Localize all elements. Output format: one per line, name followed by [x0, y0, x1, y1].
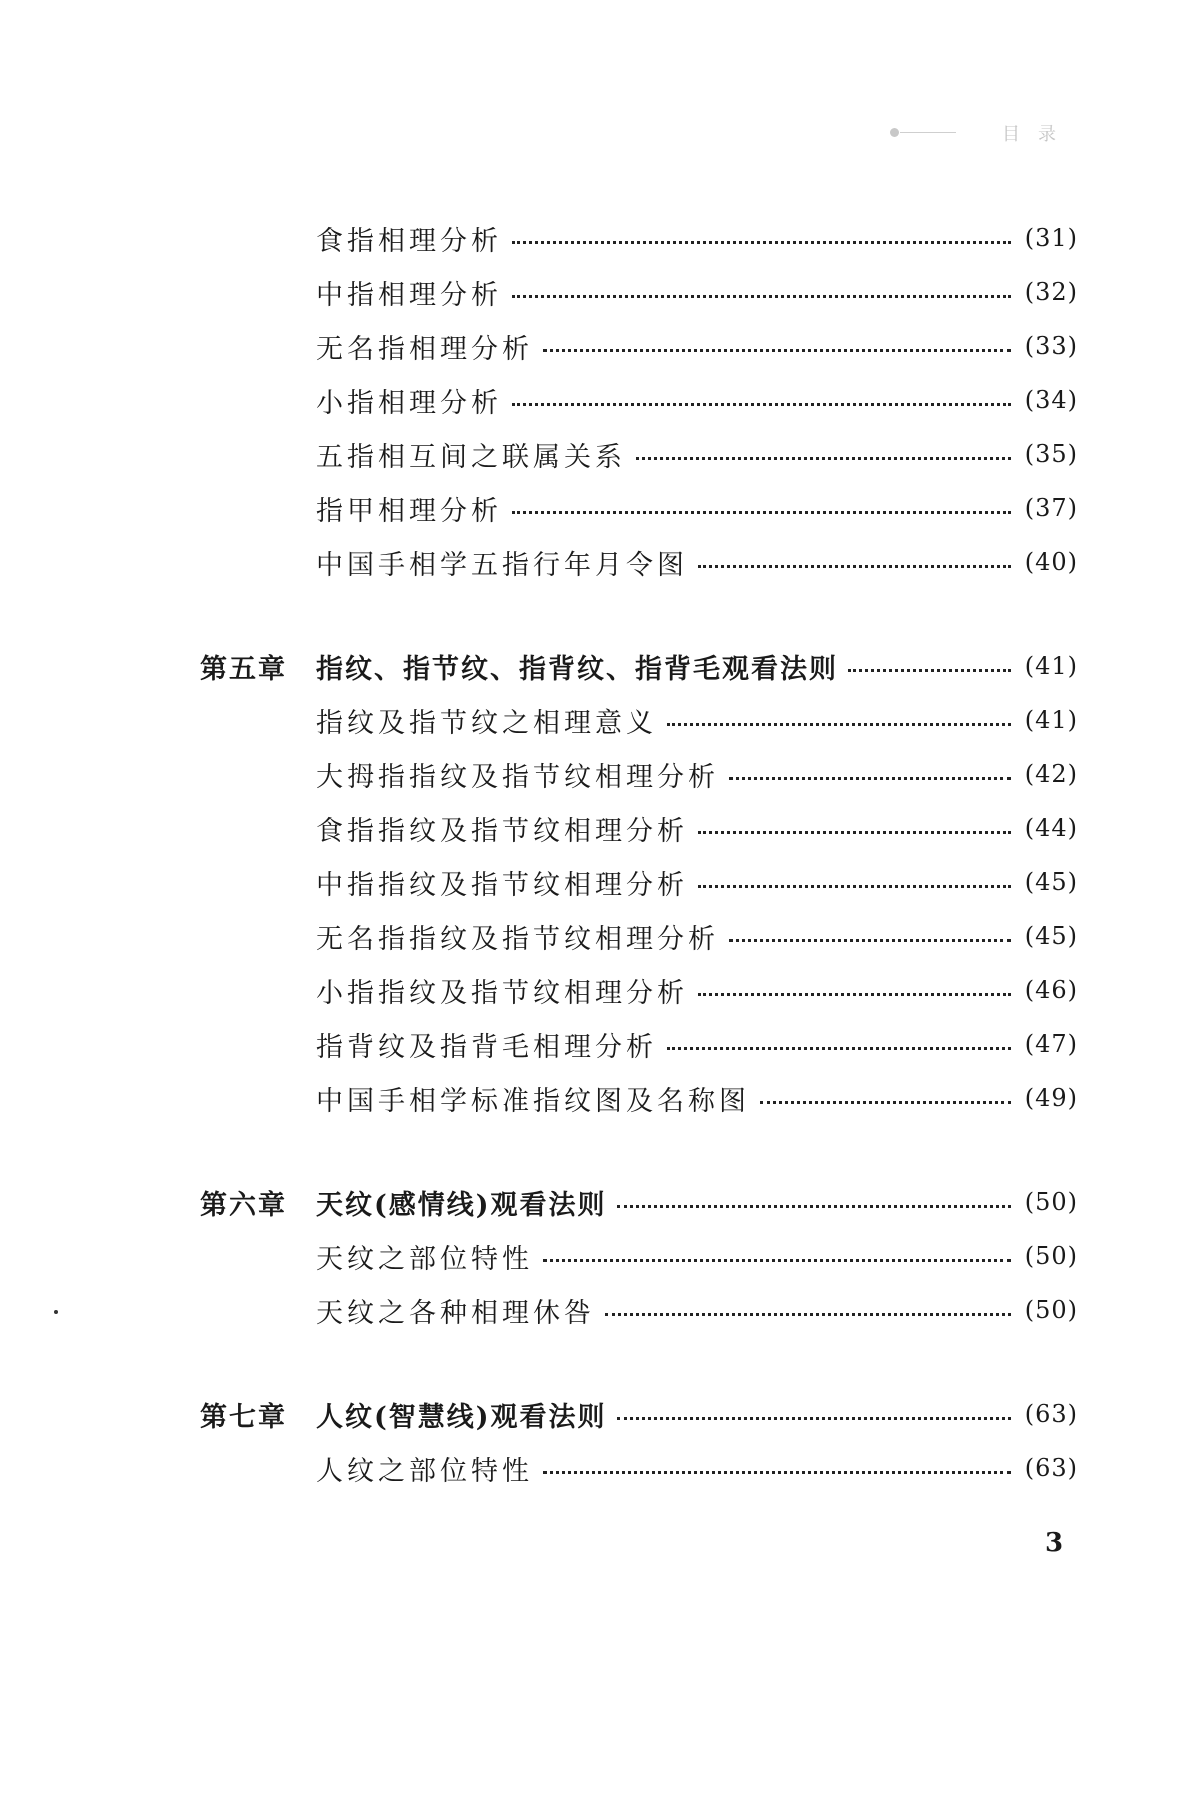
- dot-leader: [698, 993, 1011, 996]
- dot-leader: [667, 723, 1011, 726]
- dot-leader: [729, 939, 1011, 942]
- dot-leader: [636, 457, 1011, 460]
- page-number: 3: [1045, 1528, 1064, 1558]
- dot-leader: [512, 511, 1011, 514]
- dot-leader: [512, 241, 1011, 244]
- toc-entry-page: (63): [1024, 1454, 1078, 1482]
- toc-entry[interactable]: [316, 1026, 1078, 1062]
- chapter-label: 第五章: [200, 653, 287, 685]
- toc-entry-page: (40): [1024, 548, 1078, 576]
- dot-leader: [512, 403, 1011, 406]
- toc-entry-page: (46): [1024, 976, 1078, 1004]
- toc-entry-page: (31): [1024, 224, 1078, 252]
- toc-entry-page: (42): [1024, 760, 1078, 788]
- dot-leader: [543, 1471, 1011, 1474]
- toc-entry-title: 五指相互间之联属关系: [316, 441, 626, 473]
- toc-entry-page: (47): [1024, 1030, 1078, 1058]
- toc-entry[interactable]: [316, 756, 1078, 792]
- toc-entry-page: (44): [1024, 814, 1078, 842]
- dot-leader: [512, 295, 1011, 298]
- toc-entry-title: 无名指相理分析: [316, 333, 533, 365]
- toc-entry-title: 中指相理分析: [316, 279, 502, 311]
- running-head-dot: [890, 128, 899, 137]
- toc-entry-page: (35): [1024, 440, 1078, 468]
- chapter-label: 第六章: [200, 1189, 287, 1221]
- dot-leader: [698, 885, 1011, 888]
- toc-entry-page: (33): [1024, 332, 1078, 360]
- dot-leader: [543, 1259, 1011, 1262]
- chapter-page: (41): [1024, 652, 1078, 680]
- toc-entry-title: 人纹之部位特性: [316, 1455, 533, 1487]
- dot-leader: [617, 1205, 1011, 1208]
- chapter-title: 人纹(智慧线)观看法则: [316, 1401, 607, 1433]
- toc-entry[interactable]: [316, 544, 1078, 580]
- dot-leader: [729, 777, 1011, 780]
- toc-entry[interactable]: [316, 918, 1078, 954]
- toc-entry-page: (49): [1024, 1084, 1078, 1112]
- toc-entry-title: 指纹及指节纹之相理意义: [316, 707, 657, 739]
- toc-entry-page: (41): [1024, 706, 1078, 734]
- toc-entry-title: 无名指指纹及指节纹相理分析: [316, 923, 719, 955]
- dot-leader: [760, 1101, 1011, 1104]
- toc-entry-title: 食指相理分析: [316, 225, 502, 257]
- chapter-page: (50): [1024, 1188, 1078, 1216]
- dot-leader: [605, 1313, 1011, 1316]
- dot-leader: [667, 1047, 1011, 1050]
- toc-entry[interactable]: [316, 1292, 1078, 1328]
- chapter-heading[interactable]: [316, 1396, 1078, 1432]
- running-head-rule: [900, 132, 956, 133]
- toc-entry-page: (50): [1024, 1296, 1078, 1324]
- toc-entry-title: 指背纹及指背毛相理分析: [316, 1031, 657, 1063]
- chapter-page: (63): [1024, 1400, 1078, 1428]
- scan-speck: [54, 1310, 58, 1314]
- toc-entry-title: 天纹之各种相理休咎: [316, 1297, 595, 1329]
- toc-entry[interactable]: [316, 1238, 1078, 1274]
- toc-entry-page: (34): [1024, 386, 1078, 414]
- toc-entry-page: (37): [1024, 494, 1078, 522]
- toc-entry-page: (45): [1024, 868, 1078, 896]
- toc-entry[interactable]: [316, 810, 1078, 846]
- toc-entry[interactable]: [316, 328, 1078, 364]
- chapter-label: 第七章: [200, 1401, 287, 1433]
- toc-entry-title: 中指指纹及指节纹相理分析: [316, 869, 688, 901]
- toc-entry[interactable]: [316, 382, 1078, 418]
- toc-entry[interactable]: [316, 864, 1078, 900]
- toc-entry-page: (50): [1024, 1242, 1078, 1270]
- toc-entry[interactable]: [316, 702, 1078, 738]
- running-head-text: 目录: [1002, 124, 1074, 145]
- toc-entry-title: 大拇指指纹及指节纹相理分析: [316, 761, 719, 793]
- toc-entry-title: 食指指纹及指节纹相理分析: [316, 815, 688, 847]
- dot-leader: [698, 831, 1011, 834]
- chapter-title: 指纹、指节纹、指背纹、指背毛观看法则: [316, 653, 838, 685]
- toc-entry-title: 中国手相学五指行年月令图: [316, 549, 688, 581]
- toc-entry-title: 小指相理分析: [316, 387, 502, 419]
- toc-entry[interactable]: [316, 436, 1078, 472]
- toc-entry[interactable]: [316, 1450, 1078, 1486]
- dot-leader: [848, 669, 1011, 672]
- chapter-heading[interactable]: [316, 1184, 1078, 1220]
- toc-entry-title: 中国手相学标准指纹图及名称图: [316, 1085, 750, 1117]
- dot-leader: [617, 1417, 1011, 1420]
- toc-entry[interactable]: [316, 220, 1078, 256]
- toc-entry-title: 天纹之部位特性: [316, 1243, 533, 1275]
- running-head: [890, 120, 1080, 144]
- toc-entry-title: 小指指纹及指节纹相理分析: [316, 977, 688, 1009]
- chapter-heading[interactable]: [316, 648, 1078, 684]
- dot-leader: [543, 349, 1011, 352]
- toc-entry-title: 指甲相理分析: [316, 495, 502, 527]
- toc-entry-page: (45): [1024, 922, 1078, 950]
- toc-entry[interactable]: [316, 274, 1078, 310]
- dot-leader: [698, 565, 1011, 568]
- toc-entry[interactable]: [316, 490, 1078, 526]
- toc-entry[interactable]: [316, 972, 1078, 1008]
- toc-entry-page: (32): [1024, 278, 1078, 306]
- chapter-title: 天纹(感情线)观看法则: [316, 1189, 607, 1221]
- toc-entry[interactable]: [316, 1080, 1078, 1116]
